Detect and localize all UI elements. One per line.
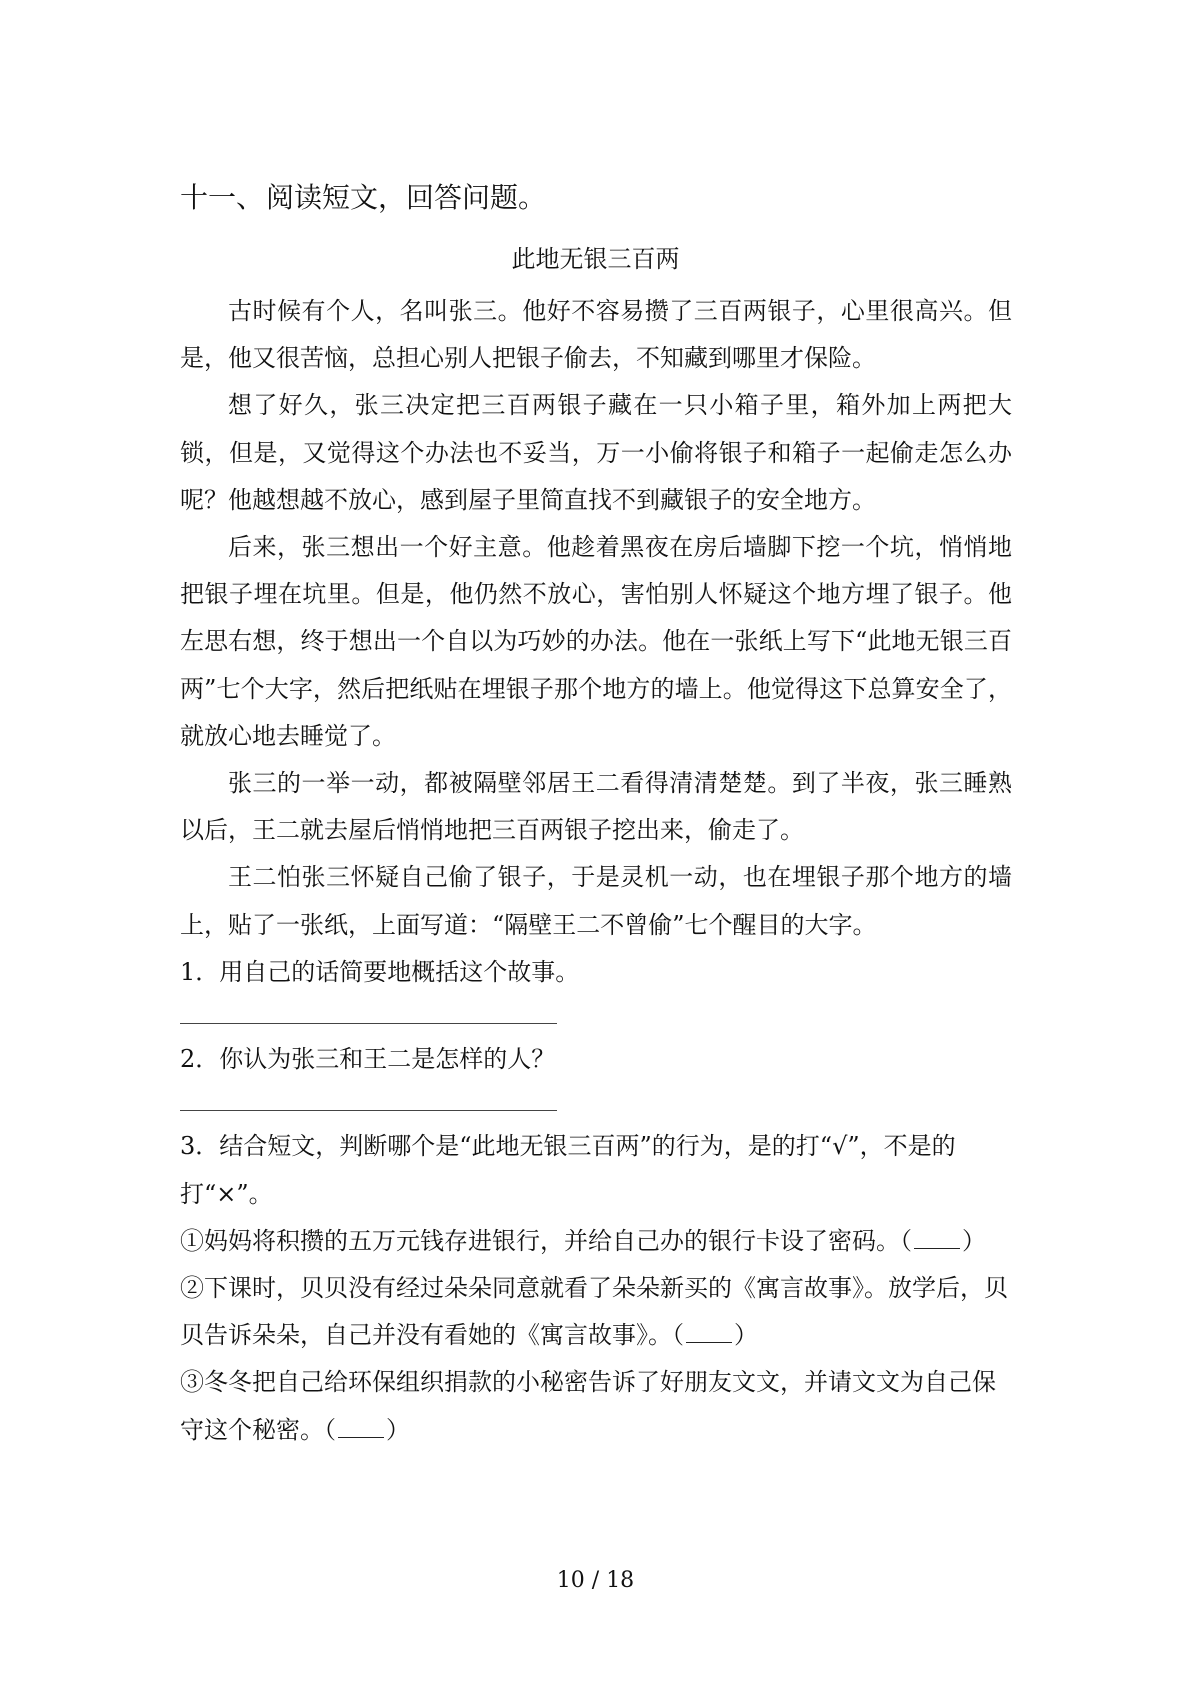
passage-paragraph: 后来，张三想出一个好主意。他趁着黑夜在房后墙脚下挖一个坑，悄悄地把银子埋在坑里。但是，他仍然不放心，害怕别人怀疑这个地方埋了银子。他左思右想，终于想出一个自以为巧妙的办法。他在一张纸上写下“此地无银三百两”七个大字，然后把纸贴在埋银子那个地方的墙上。他觉得这下总算安全了，就放心地去睡觉了。: [180, 533, 1012, 750]
section-heading: [180, 178, 546, 218]
item-close: ）: [962, 1226, 986, 1255]
question-1-answer-line[interactable]: [180, 996, 557, 1036]
question-2-answer-line[interactable]: [180, 1083, 557, 1123]
answer-blank[interactable]: [338, 1417, 384, 1438]
section-title: 阅读短文，回答问题。: [266, 181, 547, 214]
answer-blank[interactable]: [914, 1228, 960, 1249]
item-close: ）: [386, 1415, 410, 1444]
question-3-item-1: [180, 1218, 1012, 1265]
passage-body: [180, 288, 1012, 949]
item-close: ）: [734, 1321, 758, 1350]
item-text: ①妈妈将积攒的五万元钱存进银行，并给自己办的银行卡设了密码。（: [180, 1226, 912, 1255]
question-3: 3．结合短文，判断哪个是“此地无银三百两”的行为，是的打“√”，不是的打“×”。: [180, 1132, 956, 1208]
passage-paragraph: 古时候有个人，名叫张三。他好不容易攒了三百两银子，心里很高兴。但是，他又很苦恼，总担心别人把银子偷去，不知藏到哪里才保险。: [180, 297, 1012, 373]
question-3-item-3: [180, 1359, 1012, 1453]
question-2: 2．你认为张三和王二是怎样的人？: [180, 1045, 556, 1074]
item-text: ②下课时，贝贝没有经过朵朵同意就看了朵朵新买的《寓言故事》。放学后，贝贝告诉朵朵，自己并没有看她的《寓言故事》。（: [180, 1274, 1008, 1350]
item-text: ③冬冬把自己给环保组织捐款的小秘密告诉了好朋友文文，并请文文为自己保守这个秘密。（: [180, 1368, 996, 1444]
section-number: 十一、: [180, 181, 265, 214]
passage-paragraph: 想了好久，张三决定把三百两银子藏在一只小箱子里，箱外加上两把大锁，但是，又觉得这个办法也不妥当，万一小偷将银子和箱子一起偷走怎么办呢？他越想越不放心，感到屋子里简直找不到藏银子的安全地方。: [180, 391, 1012, 514]
question-1: 1．用自己的话简要地概括这个故事。: [180, 958, 580, 986]
questions-block: [180, 949, 1012, 1454]
question-3-item-2: [180, 1265, 1012, 1359]
page-number: 10 / 18: [556, 1568, 635, 1593]
answer-blank[interactable]: [686, 1322, 732, 1343]
passage-paragraph: 王二怕张三怀疑自己偷了银子，于是灵机一动，也在埋银子那个地方的墙上，贴了一张纸，上面写道：“隔壁王二不曾偷”七个醒目的大字。: [180, 863, 1012, 939]
passage-title: 此地无银三百两: [511, 245, 680, 273]
passage-paragraph: 张三的一举一动，都被隔壁邻居王二看得清清楚楚。到了半夜，张三睡熟以后，王二就去屋后悄悄地把三百两银子挖出来，偷走了。: [180, 769, 1012, 845]
